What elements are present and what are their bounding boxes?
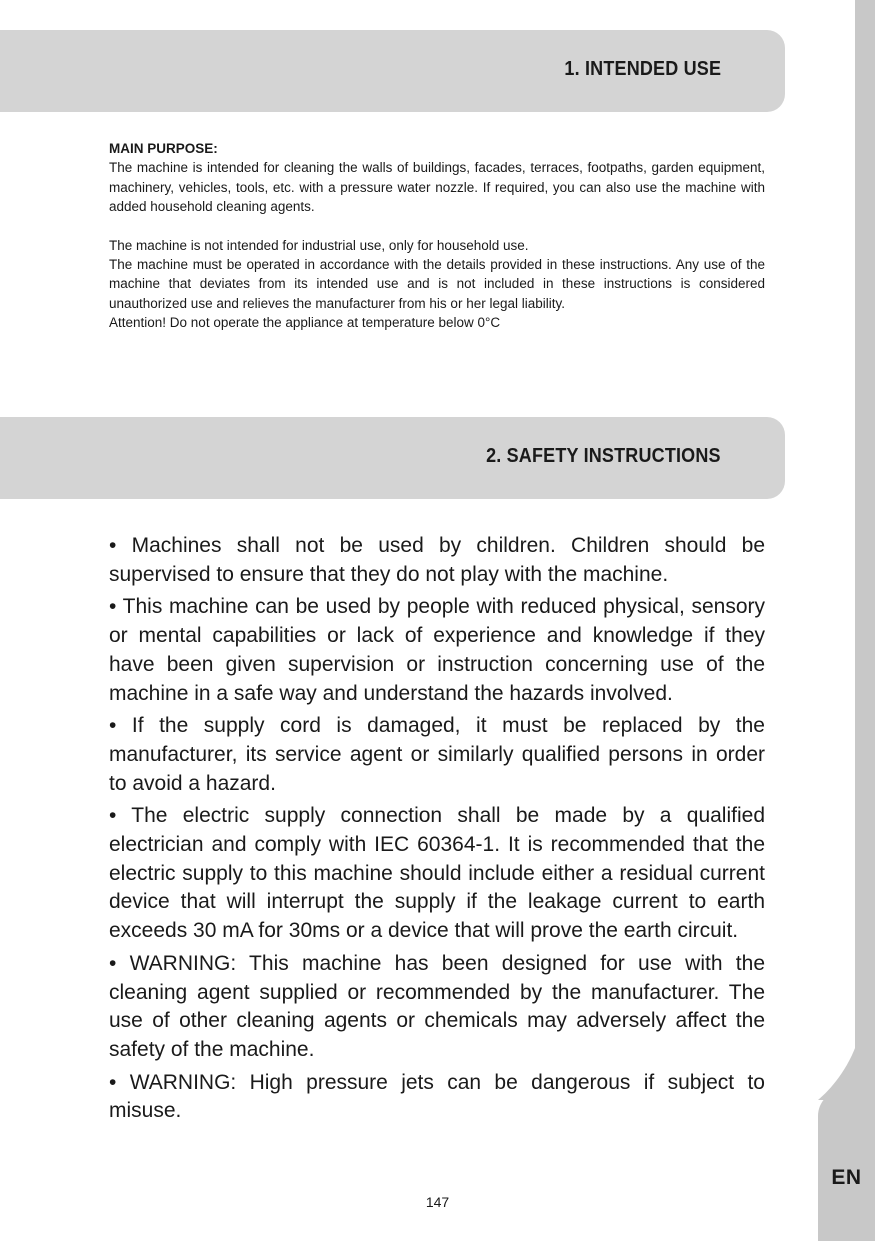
language-label: EN xyxy=(831,1166,862,1189)
intended-use-paragraph: The machine is not intended for industrial use, only for household use. xyxy=(109,237,529,253)
safety-item: • WARNING: This machine has been designed for use with the cleaning agent supplied or recommended by the manufacturer. The use of other cleaning agents or chemicals may adversely affect the safety of the machine. xyxy=(109,951,765,1061)
safety-instructions-list xyxy=(109,532,765,1130)
safety-item: • This machine can be used by people with reduced physical, sensory or mental capabilities or lack of experience and knowledge if they have been given supervision or instruction concerning use of the machine in a safe way and understand the hazards involved. xyxy=(109,595,765,705)
attention-note: Attention! Do not operate the appliance at temperature below 0°C xyxy=(109,315,501,331)
safety-item: • WARNING: High pressure jets can be dangerous if subject to misuse. xyxy=(109,1070,765,1123)
safety-item: • The electric supply connection shall be made by a qualified electrician and comply with IEC 60364-1. It is recommended that the electric supply to this machine should include either a residual current device that will interrupt the supply if the leakage current to earth exceeds 30 mA for 30ms or a device that will prove the earth circuit. xyxy=(109,804,765,943)
intended-use-body xyxy=(109,139,765,333)
safety-item: • If the supply cord is damaged, it must be replaced by the manufacturer, its service agent or similarly qualified persons in order to avoid a hazard. xyxy=(109,714,765,795)
intended-use-paragraph: The machine is intended for cleaning the walls of buildings, facades, terraces, footpaths, garden equipment, machinery, vehicles, tools, etc. with a pressure water nozzle. If required, you can also use the machine with added household cleaning agents. xyxy=(109,160,765,215)
safety-item: • Machines shall not be used by children. Children should be supervised to ensure that they do not play with the machine. xyxy=(109,534,765,586)
main-purpose-label: MAIN PURPOSE: xyxy=(109,141,218,156)
section-header-safety-instructions xyxy=(0,417,785,499)
page-edge-tab xyxy=(855,0,875,1241)
section-title: 2. SAFETY INSTRUCTIONS xyxy=(486,445,721,467)
section-header-intended-use xyxy=(0,30,785,112)
intended-use-paragraph: The machine must be operated in accordance with the details provided in these instructions. Any use of the machine that deviates from its intended use and is not included in these instructions is considered unauthorized use and relieves the manufacturer from his or her legal liability. xyxy=(109,257,765,311)
page-number: 147 xyxy=(425,1194,450,1210)
section-title: 1. INTENDED USE xyxy=(564,58,721,80)
